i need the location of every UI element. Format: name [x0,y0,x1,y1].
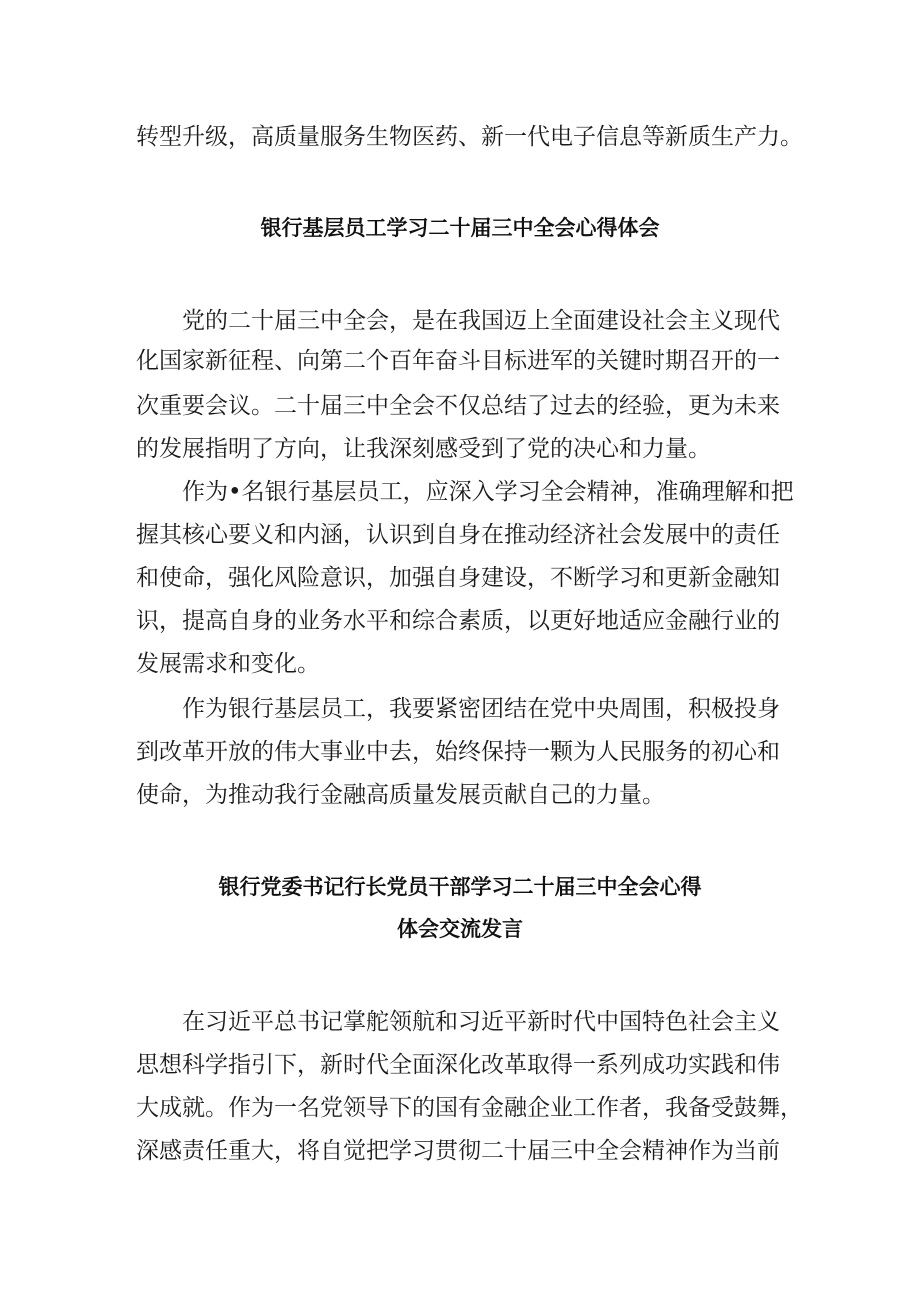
paragraph-line: 识，提高自身的业务水平和综合素质，以更好地适应金融行业的 [136,608,780,634]
section-title: 体会交流发言 [397,917,523,941]
paragraph-line: 转型升级，高质量服务生物医药、新一代电子信息等新质生产力。 [136,124,803,150]
section-title: 银行党委书记行长党员干部学习二十届三中全会心得 [218,875,702,899]
paragraph-line: 次重要会议。二十届三中全会不仅总结了过去的经验，更为未来 [136,393,780,419]
paragraph-line: 握其核心要义和内涵，认识到自身在推动经济社会发展中的责任 [136,522,780,548]
paragraph-line: 化国家新征程、向第二个百年奋斗目标进军的关键时期召开的一 [136,348,780,374]
paragraph-line: 党的二十届三中全会，是在我国迈上全面建设社会主义现代 [182,308,780,334]
paragraph-line: 的发展指明了方向，让我深刻感受到了党的决心和力量。 [136,436,711,462]
paragraph-line: 思想科学指引下，新时代全面深化改革取得一系列成功实践和伟 [136,1052,780,1078]
paragraph-line: 大成就。作为一名党领导下的国有金融企业工作者，我备受鼓舞， [136,1095,803,1121]
paragraph-line: 在习近平总书记掌舵领航和习近平新时代中国特色社会主义 [182,1009,780,1035]
paragraph-line: 发展需求和变化。 [136,651,320,677]
paragraph-line: 到改革开放的伟大事业中去，始终保持一颗为人民服务的初心和 [136,739,780,765]
paragraph-line: 使命，为推动我行金融高质量发展贡献自己的力量。 [136,782,665,808]
paragraph-line: 深感责任重大，将自觉把学习贯彻二十届三中全会精神作为当前 [136,1138,780,1164]
paragraph-line: 和使命，强化风险意识，加强自身建设，不断学习和更新金融知 [136,565,780,591]
paragraph-line: 作为银行基层员工，我要紧密团结在党中央周围，积极投身 [182,696,780,722]
paragraph-line: 作为•名银行基层员工，应深入学习全会精神，准确理解和把 [182,479,794,505]
section-title: 银行基层员工学习二十届三中全会心得体会 [260,216,660,240]
